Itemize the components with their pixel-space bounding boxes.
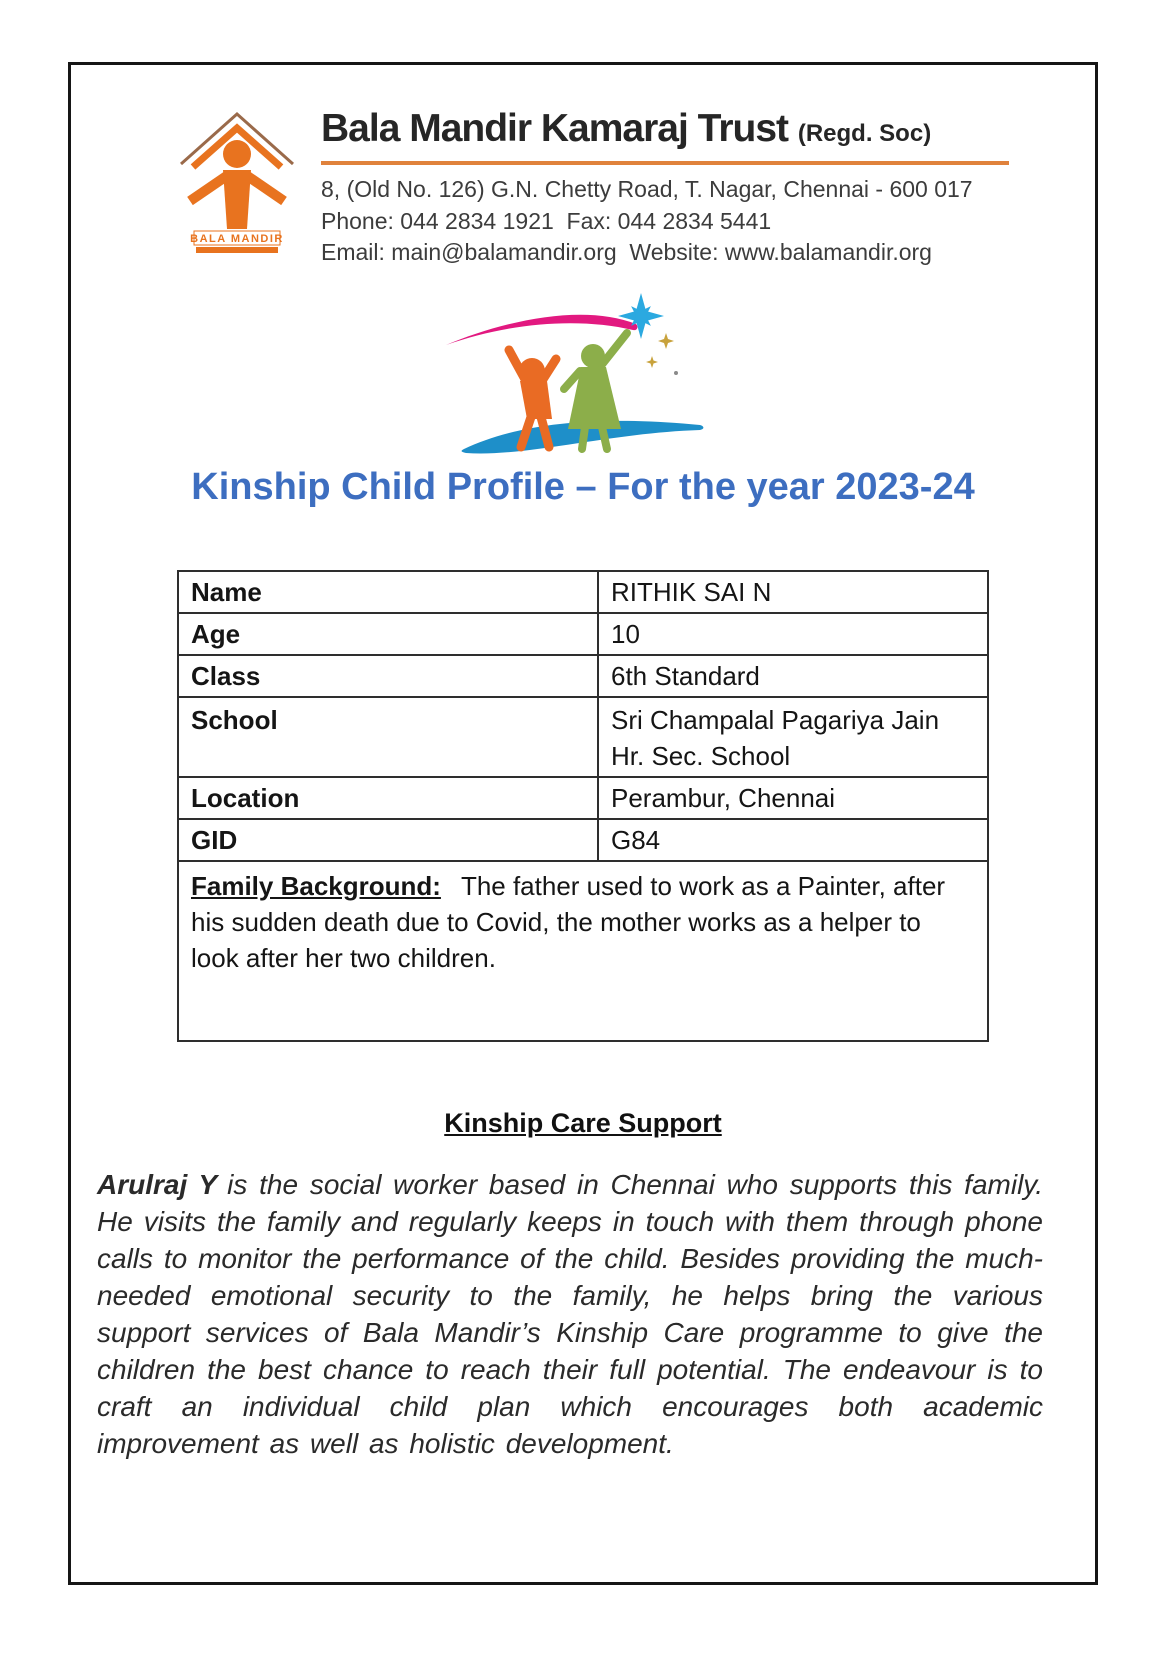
caption-bar	[196, 247, 278, 253]
table-row	[178, 697, 988, 777]
profile-table	[177, 570, 989, 1042]
support-heading: Kinship Care Support	[444, 1107, 722, 1138]
org-suffix: (Regd. Soc)	[797, 120, 932, 147]
row-label: Location	[178, 777, 598, 819]
orange-child-head	[519, 358, 545, 384]
letterhead	[175, 101, 1095, 269]
table-row	[178, 613, 988, 655]
page-border	[68, 62, 1098, 1585]
row-label: School	[178, 697, 598, 777]
org-name: Bala Mandir Kamaraj Trust	[321, 107, 788, 150]
row-label: Class	[178, 655, 598, 697]
document-page	[71, 65, 1095, 1462]
page-title: Kinship Child Profile – For the year 2023-24	[191, 465, 975, 508]
email-website-line: Email: main@balamandir.org Website: www.balamandir.org	[321, 239, 932, 265]
children-stars-logo-icon	[428, 277, 738, 462]
row-value: Sri Champalal Pagariya Jain Hr. Sec. School	[598, 697, 988, 777]
pink-wave	[446, 314, 637, 344]
row-value: 10	[598, 613, 988, 655]
family-background-text: The father used to work as a Painter, after his sudden death due to Covid, the mother works as a helper to look after her two children.	[191, 870, 946, 973]
table-row	[178, 777, 988, 819]
row-label: Age	[178, 613, 598, 655]
table-row	[178, 571, 988, 613]
figure-body	[223, 170, 251, 229]
row-value: G84	[598, 819, 988, 861]
table-row	[178, 655, 988, 697]
gold-star-small	[646, 356, 658, 368]
support-paragraph	[97, 1166, 1043, 1462]
figure-left-arm	[190, 175, 228, 201]
row-value: 6th Standard	[598, 655, 988, 697]
table-row	[178, 819, 988, 861]
orange-child-body	[520, 381, 552, 419]
tiny-dot	[674, 371, 678, 375]
family-background-cell	[178, 861, 988, 1041]
letterhead-text	[321, 101, 1013, 269]
figure-right-arm	[246, 175, 284, 201]
logo-caption: BALA MANDIR	[190, 233, 284, 245]
family-background-row	[178, 861, 988, 1041]
phone-fax-line: Phone: 044 2834 1921 Fax: 044 2834 5441	[321, 207, 772, 234]
header-rule	[321, 161, 1009, 165]
row-label: GID	[178, 819, 598, 861]
figure-head	[223, 140, 251, 168]
family-background-label: Family Background:	[191, 870, 441, 901]
green-child-head	[581, 344, 605, 368]
social-worker-name: Arulraj Y	[97, 1168, 218, 1200]
address-line: 8, (Old No. 126) G.N. Chetty Road, T. Nagar, Chennai - 600 017	[321, 176, 973, 202]
bala-mandir-logo-icon	[175, 101, 299, 253]
row-label: Name	[178, 571, 598, 613]
gold-star-large	[658, 333, 674, 349]
row-value: RITHIK SAI N	[598, 571, 988, 613]
row-value: Perambur, Chennai	[598, 777, 988, 819]
support-body-text: is the social worker based in Chennai who supports this family. He visits the family and regularly keeps in touch with them through phone calls to monitor the performance of the child. Besides providing the much-needed emotional security to the family, he helps bring the various support services of Bala Mandir’s Kinship Care programme to give the children the best chance to reach their full potential. The endeavour is to craft an individual child plan which encourages both academic improvement as well as holistic development.	[97, 1168, 1043, 1459]
org-title-line	[321, 107, 1013, 156]
